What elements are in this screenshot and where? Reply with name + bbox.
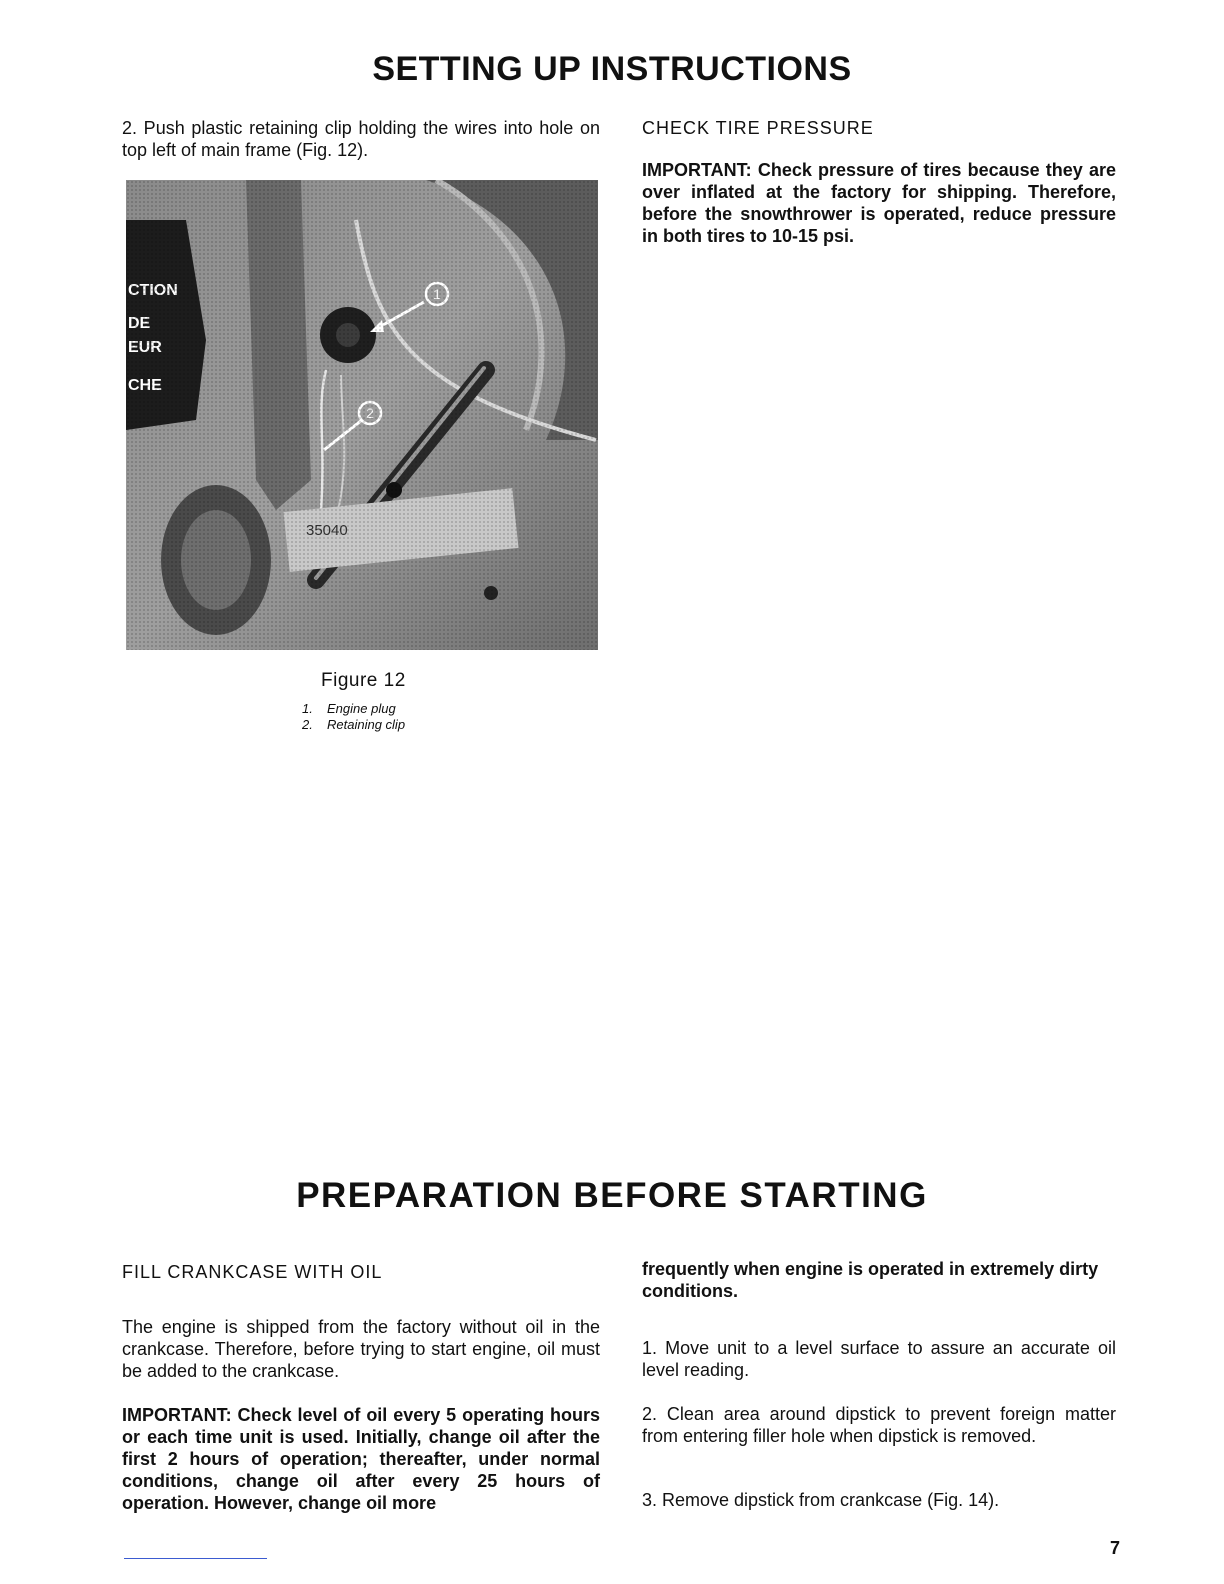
oil-intro-text: The engine is shipped from the factory without oil in the crankcase. Therefore, before trying to start engine, oil must be added to the crankcase.	[122, 1317, 600, 1381]
section-title-setting-up: SETTING UP INSTRUCTIONS	[372, 50, 852, 88]
footer-rule	[124, 1558, 267, 1559]
oil-step-3: 3. Remove dipstick from crankcase (Fig. 14).	[642, 1490, 1000, 1510]
figure-legend	[302, 701, 405, 733]
oil-step-1: 1. Move unit to a level surface to assure an accurate oil level reading.	[642, 1338, 1116, 1380]
fill-crankcase-heading: FILL CRANKCASE WITH OIL	[122, 1262, 383, 1282]
page-number: 7	[1110, 1538, 1121, 1558]
oil-important-note: IMPORTANT: Check level of oil every 5 operating hours or each time unit is used. Initially, change oil after the first 2 hours of operation; thereafter, under normal conditions, change oil after every 25 hours of operation. However, change oil more	[122, 1405, 600, 1513]
tire-important-note: IMPORTANT: Check pressure of tires because they are over inflated at the factory for shipping. Therefore, before the snowthrower is operated, reduce pressure in both tires to 10-15 psi.	[642, 160, 1116, 246]
oil-step-2: 2. Clean area around dipstick to prevent foreign matter from entering filler hole when dipstick is removed.	[642, 1404, 1116, 1446]
step-2-text: 2. Push plastic retaining clip holding the wires into hole on top left of main frame (Fig. 12).	[122, 118, 600, 160]
legend-item: 2. Retaining clip	[302, 717, 406, 732]
figure-caption: Figure 12	[321, 670, 406, 691]
check-tire-pressure-heading: CHECK TIRE PRESSURE	[642, 118, 874, 138]
figure-12-photo	[126, 180, 598, 650]
section-title-preparation: PREPARATION BEFORE STARTING	[296, 1176, 928, 1215]
oil-important-note-continued: frequently when engine is operated in extremely dirty conditions.	[642, 1259, 1099, 1301]
legend-item: 1. Engine plug	[302, 701, 396, 716]
